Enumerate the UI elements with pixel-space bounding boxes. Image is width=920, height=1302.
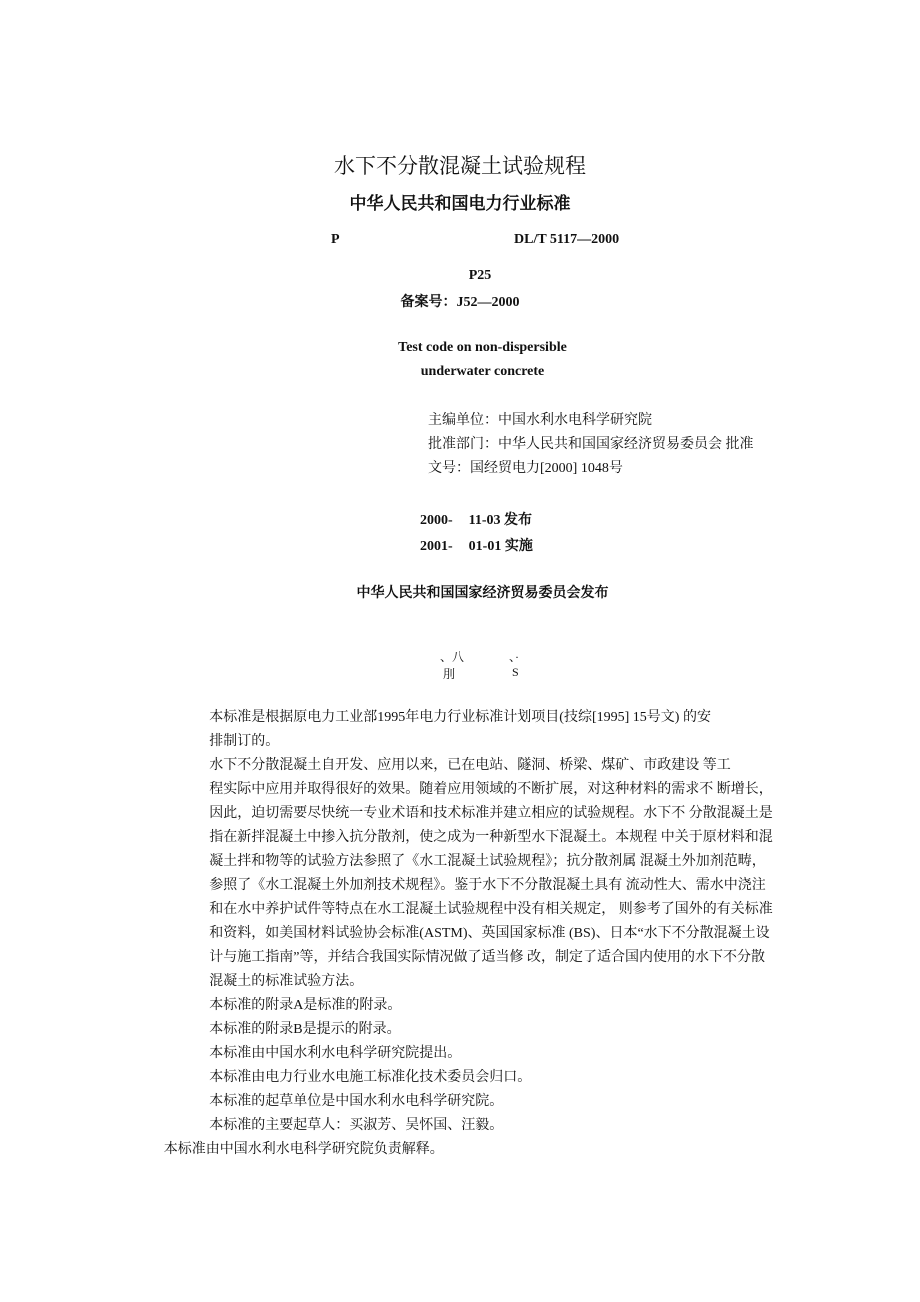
issuing-authority: 中华人民共和国国家经济贸易委员会发布 xyxy=(356,585,609,601)
paragraph-line: 本标准由电力行业水电施工标准化技术委员会归口。 xyxy=(209,1070,532,1085)
effective-date xyxy=(420,535,533,555)
classification-code: P xyxy=(331,232,340,247)
paragraph-line: 程实际中应用并取得很好的效果。随着应用领域的不断扩展，对这种材料的需求不 断增长， xyxy=(209,782,773,797)
paragraph-line: 本标准的附录A是标准的附录。 xyxy=(209,998,402,1013)
foreword-paragraph xyxy=(168,1042,798,1066)
foreword-paragraph xyxy=(168,1114,798,1138)
paragraph-line: 本标准的主要起草人：买淑芳、吴怀国、汪毅。 xyxy=(209,1118,504,1133)
paragraph-line: 参照了《水工混凝土外加剂技术规程》。鉴于水下不分散混凝土具有 流动性大、需水中浇注 xyxy=(209,878,766,893)
issue-date-text: 11-03 发布 xyxy=(468,513,533,528)
issue-date xyxy=(420,509,532,529)
document-title: 水下不分散混凝土试验规程 xyxy=(334,154,586,178)
foreword-paragraph xyxy=(168,1018,798,1042)
foreword-paragraph xyxy=(168,994,798,1018)
paragraph-line: 和在水中养护试件等特点在水工混凝土试验规程中没有相关规定， 则参考了国外的有关标准 xyxy=(209,902,773,917)
paragraph-line: 本标准的附录B是提示的附录。 xyxy=(209,1022,401,1037)
sub-classification-code: P25 xyxy=(468,268,492,283)
foreword-paragraph xyxy=(168,1090,798,1114)
english-title-line-2: underwater concrete xyxy=(420,364,545,379)
foreword-body xyxy=(163,706,798,1162)
paragraph-line: 排制订的。 xyxy=(209,734,280,749)
ocr-fragment: 、· xyxy=(509,650,519,664)
paragraph-line: 水下不分散混凝土自开发、应用以来，已在电站、隧洞、桥梁、煤矿、市政建设 等工 xyxy=(209,758,731,773)
paragraph-line: 本标准由中国水利水电科学研究院负责解释。 xyxy=(163,1142,444,1157)
effective-year: 2001- xyxy=(420,539,453,554)
paragraph-line: 和资料，如美国材料试验协会标准(ASTM)、英国国家标准 (BS)、日本“水下不分散混凝土设 xyxy=(209,926,770,941)
standard-number: DL/T 5117—2000 xyxy=(514,232,620,247)
paragraph-line: 本标准是根据原电力工业部1995年电力行业标准计划项目(技综[1995] 15号文) 的安 xyxy=(209,710,711,725)
approval-document-number: 文号：国经贸电力[2000] 1048号 xyxy=(428,461,623,476)
paragraph-line: 指在新拌混凝土中掺入抗分散剂，使之成为一种新型水下混凝土。本规程 中关于原材料和混 xyxy=(209,830,773,845)
paragraph-line: 凝土拌和物等的试验方法参照了《水工混凝土试验规程》；抗分散剂属 混凝土外加剂范畴， xyxy=(209,854,766,869)
paragraph-line: 因此，迫切需要尽快统一专业术语和技术标准并建立相应的试验规程。水下不 分散混凝土是 xyxy=(209,806,773,821)
paragraph-line: 本标准的起草单位是中国水利水电科学研究院。 xyxy=(209,1094,504,1109)
english-title-line-1: Test code on non-dispersible xyxy=(398,340,567,355)
editor-unit: 主编单位：中国水利水电科学研究院 xyxy=(428,413,652,428)
ocr-fragment: S xyxy=(512,665,519,679)
foreword-paragraph xyxy=(133,1138,798,1162)
paragraph-line: 本标准由中国水利水电科学研究院提出。 xyxy=(209,1046,462,1061)
paragraph-line: 计与施工指南”等，并结合我国实际情况做了适当修 改，制定了适合国内使用的水下不分散 xyxy=(209,950,766,965)
foreword-paragraph xyxy=(168,1066,798,1090)
paragraph-line: 混凝土的标准试验方法。 xyxy=(209,974,364,989)
effective-date-text: 01-01 实施 xyxy=(468,539,533,554)
record-number: 备案号：J52—2000 xyxy=(400,295,520,310)
ocr-fragment: 、八 xyxy=(440,650,465,664)
foreword-paragraph xyxy=(168,754,798,994)
ocr-fragment: 刖 xyxy=(443,667,456,681)
issue-year: 2000- xyxy=(420,513,453,528)
document-subtitle: 中华人民共和国电力行业标准 xyxy=(349,194,571,214)
approval-department: 批准部门：中华人民共和国国家经济贸易委员会 批准 xyxy=(428,437,754,452)
foreword-paragraph xyxy=(168,706,798,754)
